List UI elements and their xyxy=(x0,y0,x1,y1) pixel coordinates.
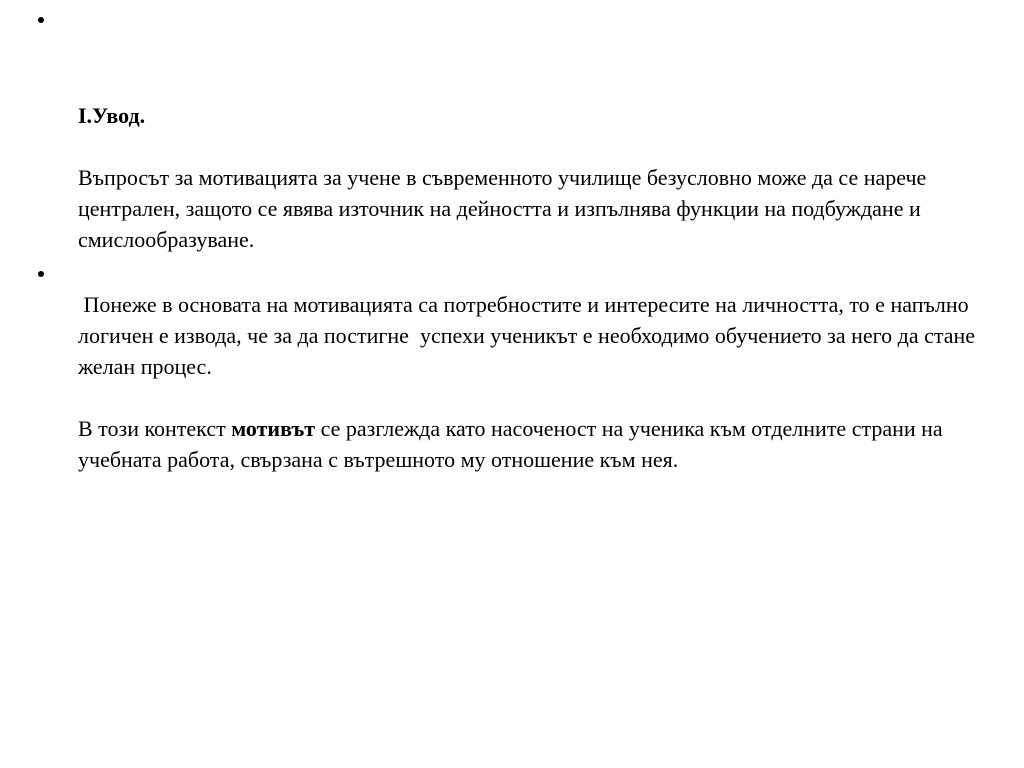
motive-term: мотивът xyxy=(231,416,316,441)
motive-text-after: се разглежда като насоченост на ученика към отделните страни на учебната работа, свързана с вътрешното му отношение към нея. xyxy=(78,416,943,472)
motive-paragraph xyxy=(78,413,968,475)
spacer xyxy=(78,131,978,162)
spacer xyxy=(78,382,978,413)
needs-paragraph: Понеже в основата на мотивацията са потребностите и интересите на личността, то е напълно логичен е извода, че за да постигне успехи ученикът е необходимо обучението за него да стане желан процес. xyxy=(78,292,981,379)
bullet-marker-1 xyxy=(38,17,48,27)
intro-paragraph: Въпросът за мотивацията за учене в съвременното училище безусловно може да се нарече централен, защото се явява източник на дейността и изпълнява функции на подбуждане и смислообразуване. xyxy=(78,165,927,252)
bullet-2-content xyxy=(78,289,981,475)
motive-text-before: В този контекст xyxy=(78,416,232,441)
bullet-marker-2 xyxy=(38,271,48,281)
bullet-1-content xyxy=(78,100,978,255)
section-heading: I.Увод. xyxy=(78,103,146,128)
